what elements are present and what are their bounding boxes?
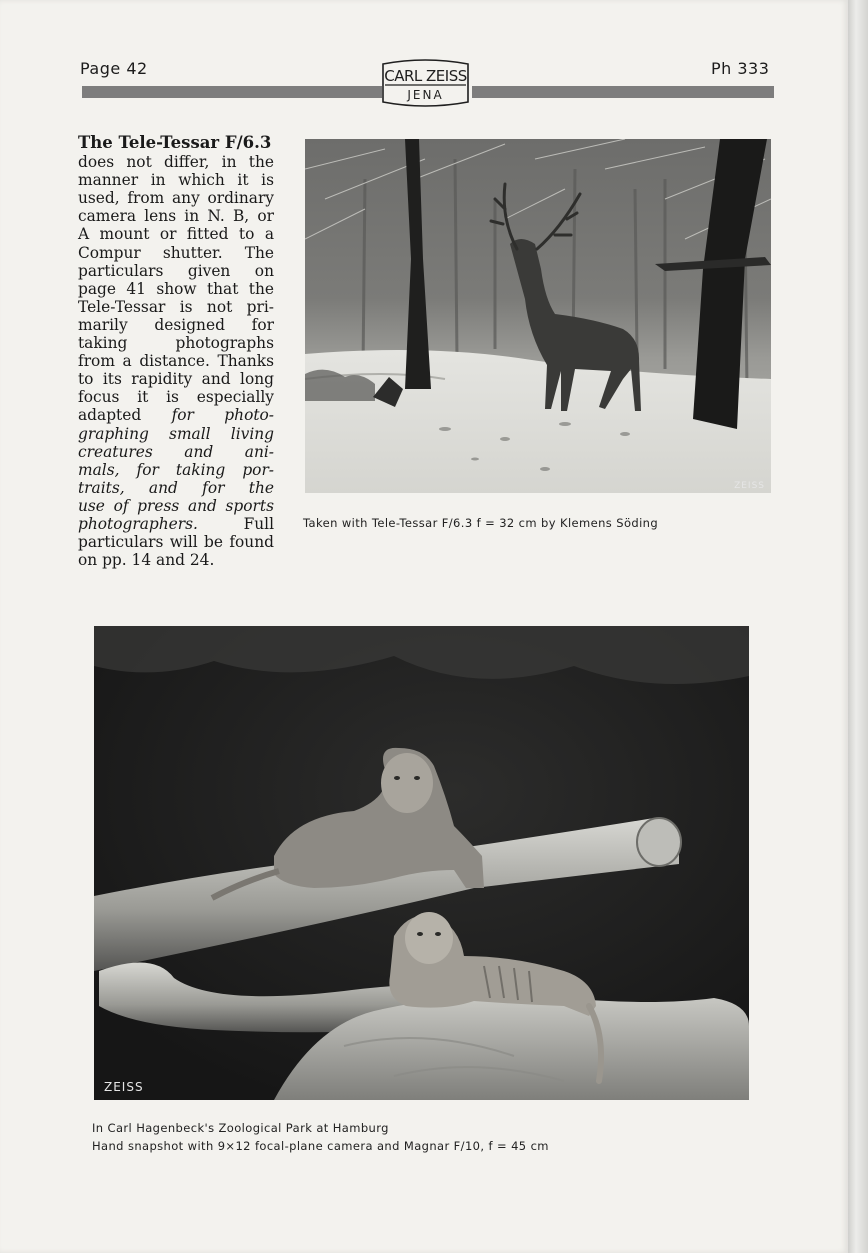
page-number: Page 42	[80, 59, 148, 78]
article-line: particulars will be found	[78, 533, 274, 552]
article-line: manner in which it is	[78, 171, 274, 190]
article-line: use of press and sports	[78, 496, 274, 515]
article-line: to its rapidity and long	[78, 370, 274, 389]
lions-photograph	[94, 626, 749, 1100]
deer-photo-caption: Taken with Tele-Tessar F/6.3 f = 32 cm by Klemens Söding	[303, 516, 659, 530]
lions-photo-watermark: ZEISS	[104, 1080, 144, 1094]
article-line: Compur shutter. The	[78, 243, 274, 262]
lions-caption-line-1: In Carl Hagenbeck's Zoological Park at Hamburg	[92, 1121, 389, 1135]
article-line-plain: Full	[197, 514, 274, 533]
header-rule-right	[472, 86, 774, 98]
carl-zeiss-jena-logo	[379, 58, 472, 108]
article-line: page 41 show that the	[78, 279, 274, 298]
article-line: taking photographs	[78, 334, 274, 353]
article-heading: The Tele-Tessar F/6.3	[78, 133, 272, 152]
article-line-italic: for photo-	[171, 406, 274, 425]
deer-photo-watermark: ZEISS	[734, 481, 765, 491]
article-line: graphing small living	[78, 424, 274, 443]
article-line: camera lens in N. B, or	[78, 207, 274, 226]
article-lines	[78, 153, 274, 569]
article-line-plain: adapted	[78, 406, 172, 425]
page-edge	[848, 0, 868, 1253]
article-line	[78, 406, 274, 424]
article-line: from a distance. Thanks	[78, 352, 274, 371]
article-line: does not differ, in the	[78, 153, 274, 172]
deer-photograph	[305, 139, 771, 493]
logo-bottom-text: JENA	[407, 88, 444, 102]
article-line: on pp. 14 and 24.	[78, 551, 215, 570]
article-line: traits, and for the	[78, 478, 274, 497]
catalog-code: Ph 333	[711, 59, 770, 78]
article-line: creatures and ani-	[78, 442, 274, 461]
article-line: marily designed for	[78, 315, 274, 334]
article-line: used, from any ordinary	[78, 189, 274, 208]
article-line: A mount or fitted to a	[78, 225, 274, 244]
article-line: mals, for taking por-	[78, 460, 274, 479]
lions-photo-image	[94, 626, 749, 1100]
article-line	[78, 515, 274, 533]
article-line: particulars given on	[78, 261, 274, 280]
deer-photo-image	[305, 139, 771, 493]
article-line: Tele-Tessar is not pri-	[78, 297, 274, 316]
lions-caption-line-2: Hand snapshot with 9×12 focal-plane camera and Magnar F/10, f = 45 cm	[92, 1139, 549, 1153]
header-rule-left	[82, 86, 382, 98]
logo-top-text: CARL ZEISS	[384, 67, 467, 85]
article-text	[78, 134, 274, 569]
article-line-italic: photographers.	[78, 514, 198, 533]
article-line: focus it is especially	[78, 388, 274, 407]
